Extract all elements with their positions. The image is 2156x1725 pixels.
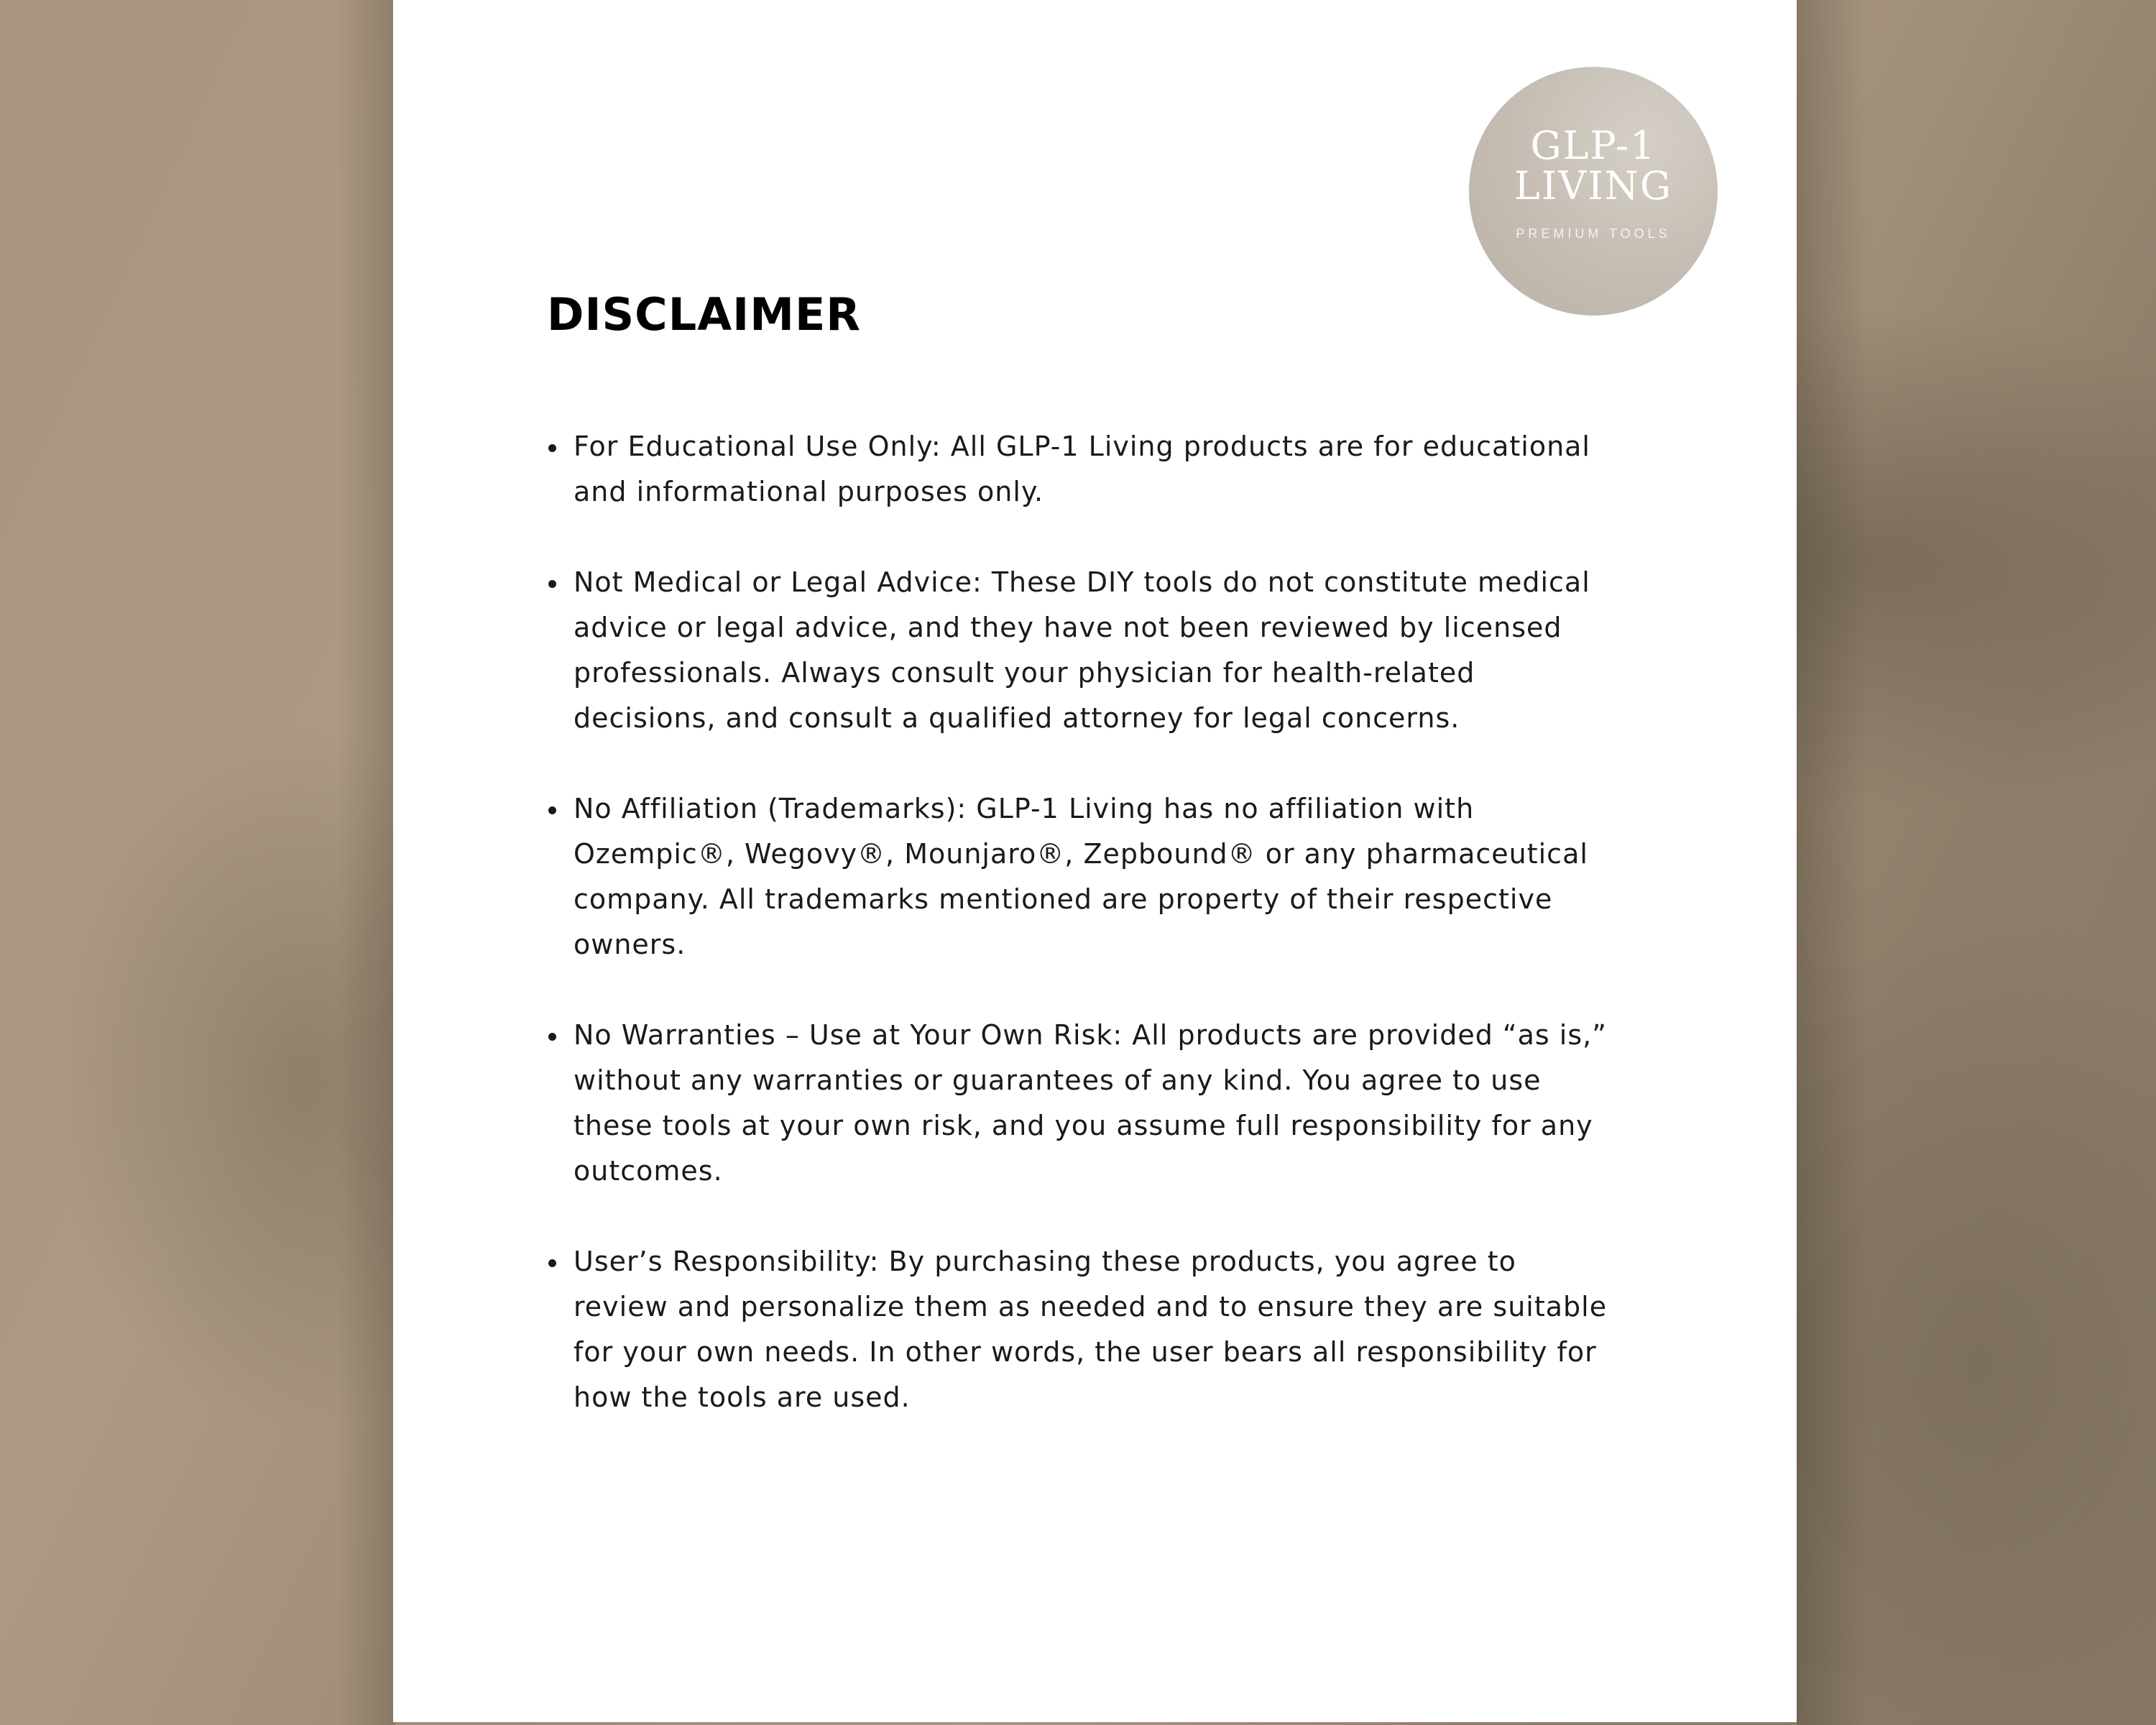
- disclaimer-item-user-responsibility: [547, 1239, 1611, 1420]
- disclaimer-item-no-warranties: [547, 1013, 1611, 1194]
- logo-subtitle: PREMIUM TOOLS: [1516, 226, 1671, 241]
- brand-logo-badge: [1469, 67, 1718, 316]
- disclaimer-list: [547, 424, 1611, 1466]
- document-page: [393, 0, 1797, 1722]
- disclaimer-item-text: No Affiliation (Trademarks): GLP-1 Living has no affiliation with Ozempic®, Wegovy®, Mounjaro®, Zepbound® or any pharmaceutical company. All trademarks mentioned are property of their respective owners.: [573, 793, 1588, 960]
- logo-title: GLP-1 LIVING: [1514, 123, 1672, 208]
- disclaimer-item-text: Not Medical or Legal Advice: These DIY tools do not constitute medical advice or legal advice, and they have not been reviewed by licensed professionals. Always consult your physician for health-related decisions, and consult a qualified attorney for legal concerns.: [573, 566, 1590, 734]
- disclaimer-item-educational-use: [547, 424, 1611, 515]
- disclaimer-item-text: For Educational Use Only: All GLP-1 Living products are for educational and informational purposes only.: [573, 431, 1590, 507]
- disclaimer-item-not-advice: [547, 560, 1611, 741]
- disclaimer-item-no-affiliation: [547, 786, 1611, 967]
- page-shadow-left: [338, 0, 395, 1725]
- page-title: DISCLAIMER: [547, 288, 862, 341]
- page-shadow-right: [1797, 0, 1869, 1725]
- disclaimer-item-text: User’s Responsibility: By purchasing these products, you agree to review and personalize them as needed and to ensure they are suitable for your own needs. In other words, the user bears all responsibility for how the tools are used.: [573, 1246, 1608, 1413]
- disclaimer-item-text: No Warranties – Use at Your Own Risk: All products are provided “as is,” without any warranties or guarantees of any kind. You agree to use these tools at your own risk, and you assume full responsibility for any outcomes.: [573, 1019, 1607, 1187]
